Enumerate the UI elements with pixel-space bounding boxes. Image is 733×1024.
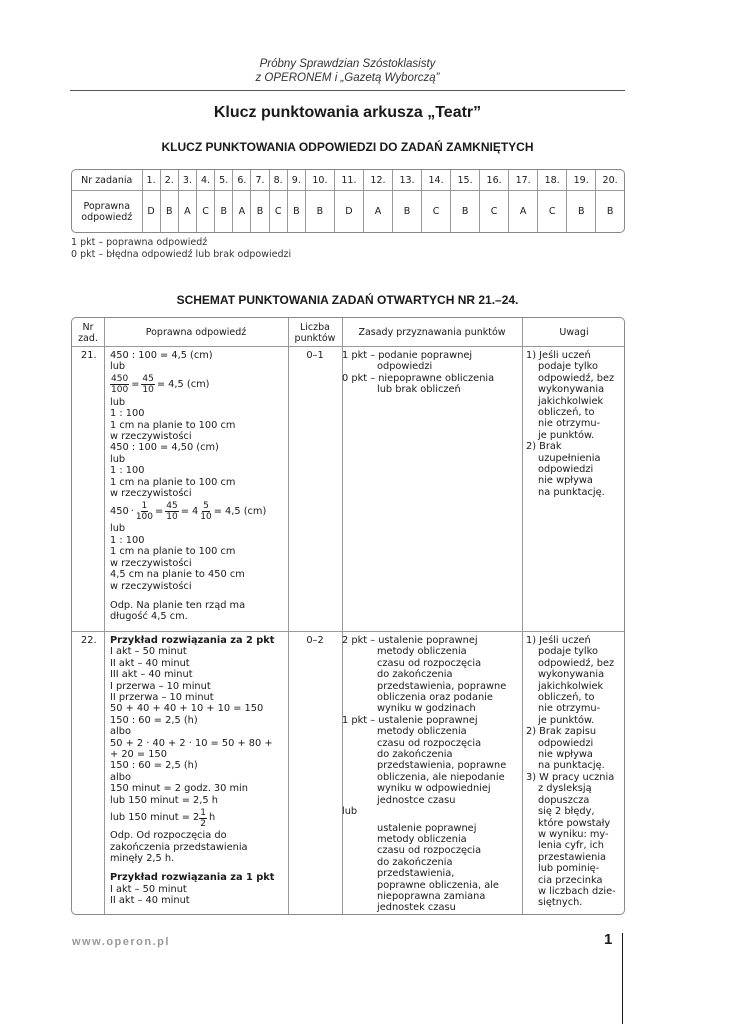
header-remarks: Uwagi [559,327,589,338]
answer-line: albo [110,726,131,738]
footer-url: www.operon.pl [72,936,170,948]
answer-line: 4,5 cm na planie to 450 cm [110,569,245,581]
correct-answer: A [178,191,196,232]
rule-line: poprawne obliczenia, ale [377,879,499,891]
remark-line: odpowiedź, bez [538,657,615,669]
fraction [141,374,154,395]
remark-line: lenia cyfr, ich [538,840,605,852]
correct-answer: B [160,191,178,232]
answer-line: zakończenia przedstawienia [110,841,248,853]
remark-line: się 2 błędy, [538,806,595,818]
remark-line: odpowiedzi [538,464,594,476]
equals-mixed: = 4 [180,505,199,517]
remark-line: dopuszcza [538,794,590,806]
rule-line: jednostek czasu [377,902,456,914]
answer-line: III akt – 40 minut [110,669,193,681]
answer-line: 1 : 100 [110,465,145,477]
remark-line: siętnych. [538,897,583,909]
table-header-row [72,318,624,347]
correct-answer: B [305,191,334,232]
mixed-number-equation [110,806,290,830]
answer-line: II akt – 40 minut [110,657,190,669]
page-number: 1 [604,931,613,948]
numerator: 1 [200,807,207,818]
rule-line: przedstawienia, poprawne [377,760,507,772]
fraction [199,808,207,829]
fraction-equation [110,499,290,523]
table-row-task-21 [72,347,624,632]
answer-line: 1 cm na planie to 100 cm [110,476,236,488]
correct-answer: C [196,191,214,232]
remark-line: w wyniku: my- [538,828,609,840]
task-22-rules [342,635,522,914]
solution-heading: Przykład rozwiązania za 2 pkt [110,635,275,646]
rule-line: wyniku w odpowiedniej [377,783,491,795]
correct-answer: B [606,206,614,218]
rule-line: 2 pkt – ustalenie poprawnej [342,635,478,646]
fraction [165,501,178,522]
header-line-2: z OPERONEM i „Gazetą Wyborczą” [255,72,440,84]
remark-line: nie wpływa [538,749,593,761]
remark-line: jakichkolwiek [538,680,604,692]
answer-line: I przerwa – 10 minut [110,680,211,692]
header-points-line-2: punktów [294,332,336,344]
correct-answer-label-line-2: odpowiedź [81,211,133,223]
rule-line: obliczenia oraz podanie [377,692,493,704]
equation-result: = 4,5 (cm) [156,379,210,391]
rule-line: do zakończenia [377,749,453,761]
answer-line: I akt – 50 minut [110,646,187,658]
task-number: 11. [334,170,363,191]
answer-line: I akt – 50 minut [110,883,187,895]
remark-line: jakichkolwiek [538,395,604,407]
answer-line: minęły 2,5 h. [110,852,175,864]
answer-line: II akt – 40 minut [110,895,190,907]
remark-line: odpowiedzi [538,737,594,749]
header-points-line-1: Liczba [299,321,330,333]
rule-line: metody obliczenia [377,833,467,845]
task-number: 12. [363,170,392,191]
task-number: 1. [142,170,160,191]
scoring-note-2: 0 pkt – błędna odpowiedź lub brak odpowiedzi [71,249,292,260]
remark-line: 2) Brak [526,441,562,453]
remark-line: obliczeń, to [538,407,595,419]
answer-line: 150 minut = 2 godz. 30 min [110,783,248,795]
task-number-label: Nr zadania [72,170,142,191]
task-number: 14. [422,170,451,191]
fraction [200,501,211,522]
rule-line: metody obliczenia [377,726,467,738]
remark-line: podaje tylko [538,361,598,373]
remark-line: w liczbach dzie- [538,885,616,897]
equation-result: = 4,5 (cm) [213,505,267,517]
task-21-answer [110,350,290,623]
equals-sign: = [155,505,164,517]
task-number-row [72,170,624,191]
answer-line: w rzeczywistości [110,431,192,443]
answer-line: lub [110,523,126,535]
remark-line: je punktów. [538,429,595,441]
remark-line: nie wpływa [538,475,593,487]
fraction [136,501,153,522]
correct-answer: A [233,191,251,232]
answer-line: 50 + 40 + 40 + 10 + 10 = 150 [110,703,264,715]
fraction-equation [110,373,290,397]
task-22-remarks [526,635,624,909]
task-number: 16. [480,170,509,191]
scoring-note-1: 1 pkt – poprawna odpowiedź [71,237,208,248]
answer-line: w rzeczywistości [110,557,192,569]
answer-line: w rzeczywistości [110,580,192,592]
answer-line: 1 cm na planie to 100 cm [110,546,236,558]
unit: h [209,812,216,824]
correct-answer: A [363,191,392,232]
task-number: 9. [287,170,305,191]
rule-line: 0 pkt – niepoprawne obliczenia [342,372,495,384]
remark-line: na punktację. [538,486,605,498]
header-correct-answer: Poprawna odpowiedź [145,327,247,338]
answer-line: 50 + 2 · 40 + 2 · 10 = 50 + 80 + [110,737,273,749]
answer-line: II przerwa – 10 minut [110,692,214,704]
page-number-rule [622,933,623,1024]
answer-line: 1 : 100 [110,534,145,546]
task-number: 20. [596,170,624,191]
answer-line: 150 : 60 = 2,5 (h) [110,760,198,772]
task-number: 17. [509,170,538,191]
remark-line: cia przecinka [538,874,603,886]
remark-line: 1) Jeśli uczeń [526,635,591,646]
remark-line: odpowiedź, bez [538,372,615,384]
rule-line: czasu od rozpoczęcia [377,845,482,857]
answer-line: 1 : 100 [110,408,145,420]
correct-answer: C [422,191,451,232]
remark-line: podaje tylko [538,646,598,658]
numerator: 45 [142,374,154,385]
denominator: 100 [111,385,129,396]
task-number: 18. [538,170,567,191]
answer-line: 450 : 100 = 4,50 (cm) [110,442,219,454]
remark-line: z dysleksją [538,783,592,795]
numerator: 1 [141,500,148,511]
task-number: 4. [196,170,214,191]
correct-answer: B [393,191,422,232]
answer-line: 1 cm na planie to 100 cm [110,419,236,431]
answer-line: lub [110,453,126,465]
task-21-points: 0–1 [306,350,324,361]
denominator: 10 [142,385,154,396]
task-22-number: 22. [81,635,97,646]
rule-line: czasu od rozpoczęcia [377,657,482,669]
task-number: 7. [251,170,269,191]
rule-line: ustalenie poprawnej [377,822,477,834]
task-22-answer [110,635,290,907]
rule-line: 1 pkt – podanie poprawnej [342,350,473,361]
answer-line: Odp. Na planie ten rząd ma [110,599,246,611]
correct-answer: C [538,191,567,232]
numerator: 5 [203,500,209,511]
remark-line: nie otrzymu- [538,418,601,430]
task-22-points: 0–2 [306,635,324,646]
denominator: 100 [135,511,154,522]
answer-line: albo [110,771,131,783]
answer-line: lub [110,361,126,373]
rule-line: metody obliczenia [377,646,467,658]
solution-heading: Przykład rozwiązania za 1 pkt [110,872,275,884]
rule-line: odpowiedzi [377,361,433,373]
answer-line: 150 : 60 = 2,5 (h) [110,714,198,726]
remark-line: wykonywania [538,669,605,681]
remark-line: 2) Brak zapisu [526,726,597,738]
task-number: 5. [215,170,233,191]
rule-or: lub [342,806,358,818]
header-nr-line-1: Nr [82,321,94,333]
task-21-remarks [526,350,624,498]
rule-line: do zakończenia [377,669,453,681]
task-number: 19. [567,170,596,191]
remark-line: nie otrzymu- [538,703,601,715]
table-row-task-22 [72,632,624,915]
header-points [288,318,342,347]
equation-lead: 450 [110,505,129,517]
correct-answer-row [72,191,624,232]
rule-line: jednostce czasu [377,794,456,806]
denominator: 10 [166,511,178,522]
answer-line: + 20 = 150 [110,749,167,761]
correct-answer: B [567,191,596,232]
fraction [110,374,129,395]
open-section-title: SCHEMAT PUNKTOWANIA ZADAŃ OTWARTYCH NR 21.–24. [176,293,519,307]
numerator: 45 [166,500,178,511]
remark-line: obliczeń, to [538,692,595,704]
correct-answer: C [480,191,509,232]
correct-answer: B [287,191,305,232]
multiply-sign: · [130,505,134,517]
correct-answer-label-line-1: Poprawna [83,200,131,212]
numerator: 450 [111,374,129,385]
correct-answer: A [509,191,538,232]
remark-line: przestawienia [538,851,607,863]
remark-line: uzupełnienia [538,452,601,464]
answer-line: lub [110,396,126,408]
header-scoring-rules: Zasady przyznawania punktów [358,327,506,338]
rule-line: niepoprawna zamiana [377,890,486,902]
task-number: 15. [451,170,480,191]
remark-line: wykonywania [538,384,605,396]
closed-answers-table [71,169,625,233]
task-number: 6. [233,170,251,191]
rule-line: do zakończenia [377,856,453,868]
correct-answer: B [215,191,233,232]
rule-line: przedstawienia, poprawne [377,680,507,692]
remark-line: na punktację. [538,760,605,772]
remark-line: 1) Jeśli uczeń [526,350,591,361]
correct-answer: B [451,191,480,232]
remark-line: 3) W pracy ucznia [526,771,615,783]
open-tasks-table [71,317,625,915]
answer-line: w rzeczywistości [110,488,192,500]
header-line-1: Próbny Sprawdzian Szóstoklasisty [259,58,436,70]
correct-answer: B [251,191,269,232]
correct-answer: D [142,191,160,232]
header-nr-line-2: zad. [78,332,98,344]
answer-line: długość 4,5 cm. [110,611,188,623]
remark-line: które powstały [538,817,611,829]
answer-line: 450 : 100 = 4,5 (cm) [110,350,213,361]
equation-lead: lub 150 minut = 2 [110,812,200,824]
rule-line: przedstawienia, [377,868,455,880]
rule-line: wyniku w godzinach [377,703,476,715]
answer-line: lub 150 minut = 2,5 h [110,794,218,806]
task-number: 8. [269,170,287,191]
correct-answer: D [334,191,363,232]
task-number: 10. [305,170,334,191]
remark-line: lub pominię- [538,863,600,875]
document-header [70,57,625,85]
task-21-number: 21. [81,350,97,361]
rule-line: czasu od rozpoczęcia [377,737,482,749]
rule-line: obliczenia, ale niepodanie [377,771,505,783]
task-number: 3. [178,170,196,191]
remark-line: je punktów. [538,714,595,726]
rule-line: 1 pkt – ustalenie poprawnej [342,714,478,726]
correct-answer: C [269,191,287,232]
task-21-rules [342,350,522,396]
denominator: 10 [200,511,212,522]
page-title: Klucz punktowania arkusza „Teatr” [213,104,482,121]
header-rule [70,90,625,91]
answer-line: Odp. Od rozpoczęcia do [110,830,227,842]
denominator: 2 [200,818,207,829]
equals-sign: = [131,379,140,391]
rule-line: lub brak obliczeń [377,384,461,396]
task-number: 13. [393,170,422,191]
header-task-number [72,318,104,347]
scoring-notes [71,237,291,261]
correct-answer-label [72,191,142,232]
task-number: 2. [160,170,178,191]
closed-section-title: KLUCZ PUNKTOWANIA ODPOWIEDZI DO ZADAŃ ZAMKNIĘTYCH [161,140,534,154]
